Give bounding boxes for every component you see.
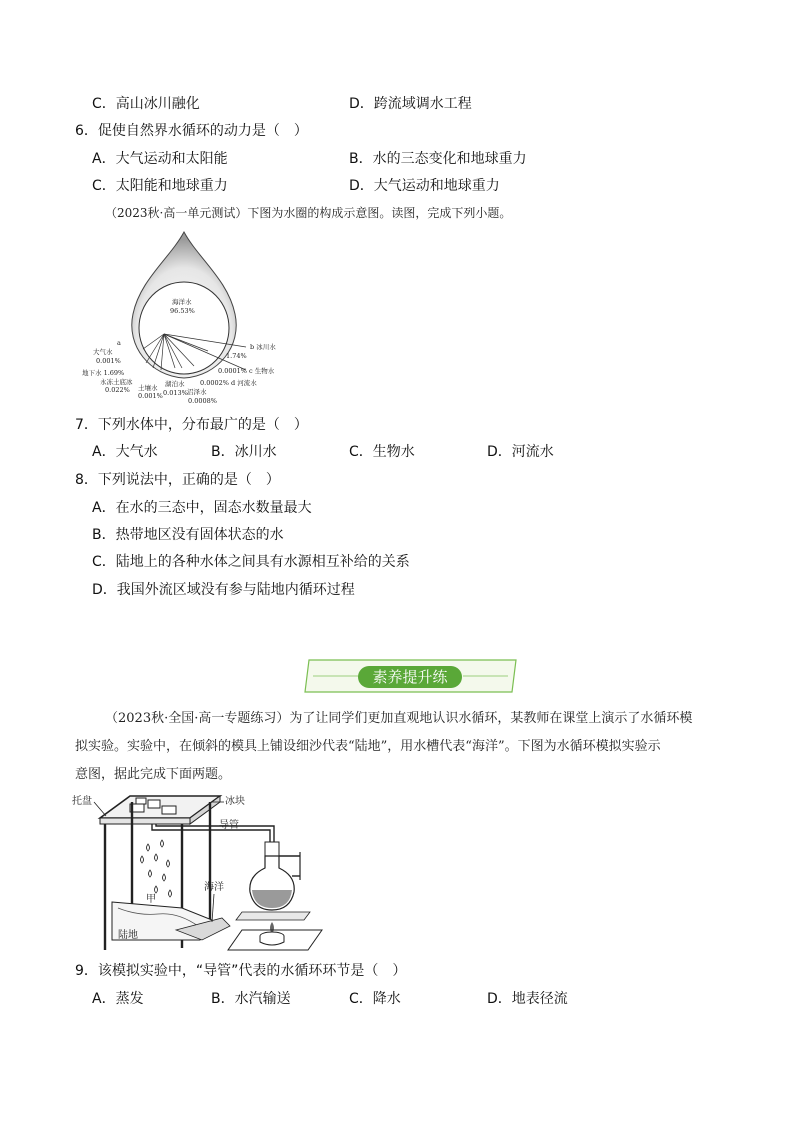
- q6-option-c[interactable]: C．太阳能和地球重力: [92, 178, 228, 194]
- pipe-label: 导管: [219, 820, 239, 831]
- soil-water-pct: 0.001%: [138, 392, 163, 400]
- river-water-label: 0.0002% d 河流水: [200, 379, 257, 387]
- question-6-stem: 6．促使自然界水循环的动力是（ ）: [75, 123, 308, 139]
- permafrost-pct: 0.022%: [105, 386, 130, 394]
- q9-option-b[interactable]: B．水汽输送: [211, 991, 291, 1007]
- intro-text-2-line-1: （2023秋·全国·高一专题练习）为了让同学们更加直观地认识水循环，某教师在课堂上演示了水循环模: [105, 711, 693, 726]
- option-c-prev[interactable]: C．高山冰川融化: [92, 96, 200, 112]
- q9-option-c[interactable]: C．降水: [349, 991, 401, 1007]
- ice-label: 冰块: [225, 796, 245, 807]
- rain-drops: [141, 840, 172, 897]
- intro-text-2-line-3: 意图，据此完成下面两题。: [75, 767, 232, 782]
- label-a: a: [117, 339, 121, 347]
- permafrost-label: 永冻土底冰: [100, 378, 133, 386]
- tray-label: 托盘: [72, 796, 92, 807]
- intro-text-2-line-2: 拟实验。实验中，在倾斜的模具上铺设细沙代表“陆地”，用水槽代表“海洋”。下图为水循环模拟实验示: [75, 739, 661, 754]
- swamp-water-pct: 0.0008%: [188, 397, 217, 405]
- glacier-water-pct: 1.74%: [226, 352, 247, 360]
- q6-option-d[interactable]: D．大气运动和地球重力: [349, 178, 500, 194]
- lake-water-pct: 0.013%: [163, 389, 188, 397]
- q8-option-a[interactable]: A．在水的三态中，固态水数量最大: [92, 500, 312, 516]
- ocean-label-fig: 海洋: [204, 882, 224, 893]
- ocean-pct: 96.53%: [170, 307, 195, 315]
- section-title-badge: 素养提升练: [358, 666, 462, 688]
- q8-option-b[interactable]: B．热带地区没有固体状态的水: [92, 527, 284, 543]
- q7-option-b[interactable]: B．冰川水: [211, 444, 277, 460]
- atmosphere-water-pct: 0.001%: [96, 357, 121, 365]
- bio-water-label: 0.0001% c 生物水: [218, 367, 275, 375]
- q8-option-d[interactable]: D．我国外流区域没有参与陆地内循环过程: [92, 582, 355, 598]
- ocean-label: 海洋水: [172, 298, 192, 306]
- jia-label: 甲: [146, 894, 156, 905]
- atmosphere-water-label: 大气水: [93, 348, 113, 356]
- lake-water-label: 湖泊水: [165, 380, 185, 388]
- land-label: 陆地: [118, 930, 138, 941]
- q7-option-a[interactable]: A．大气水: [92, 444, 158, 460]
- q9-option-a[interactable]: A．蒸发: [92, 991, 144, 1007]
- intro-text-1: （2023秋·高一单元测试）下图为水圈的构成示意图。读图，完成下列小题。: [105, 206, 512, 220]
- q8-option-c[interactable]: C．陆地上的各种水体之间具有水源相互补给的关系: [92, 554, 410, 570]
- q6-option-a[interactable]: A．大气运动和太阳能: [92, 151, 228, 167]
- ocean-circle: [139, 282, 229, 374]
- q7-option-d[interactable]: D．河流水: [487, 444, 554, 460]
- question-9-stem: 9．该模拟实验中，“导管”代表的水循环环节是（ ）: [75, 963, 407, 979]
- experiment-figure: [72, 790, 334, 952]
- soil-water-label: 土壤水: [138, 384, 158, 392]
- swamp-water-label: 沼泽水: [187, 388, 207, 396]
- question-7-stem: 7．下列水体中，分布最广的是（ ）: [75, 417, 308, 433]
- question-8-stem: 8．下列说法中，正确的是（ ）: [75, 472, 280, 488]
- q6-option-b[interactable]: B．水的三态变化和地球重力: [349, 151, 527, 167]
- hydrosphere-figure: [80, 228, 290, 406]
- option-d-prev[interactable]: D．跨流域调水工程: [349, 96, 472, 112]
- groundwater-label: 地下水 1.69%: [82, 369, 125, 377]
- q9-option-d[interactable]: D．地表径流: [487, 991, 568, 1007]
- q7-option-c[interactable]: C．生物水: [349, 444, 415, 460]
- glacier-water-label: b 冰川水: [250, 343, 276, 351]
